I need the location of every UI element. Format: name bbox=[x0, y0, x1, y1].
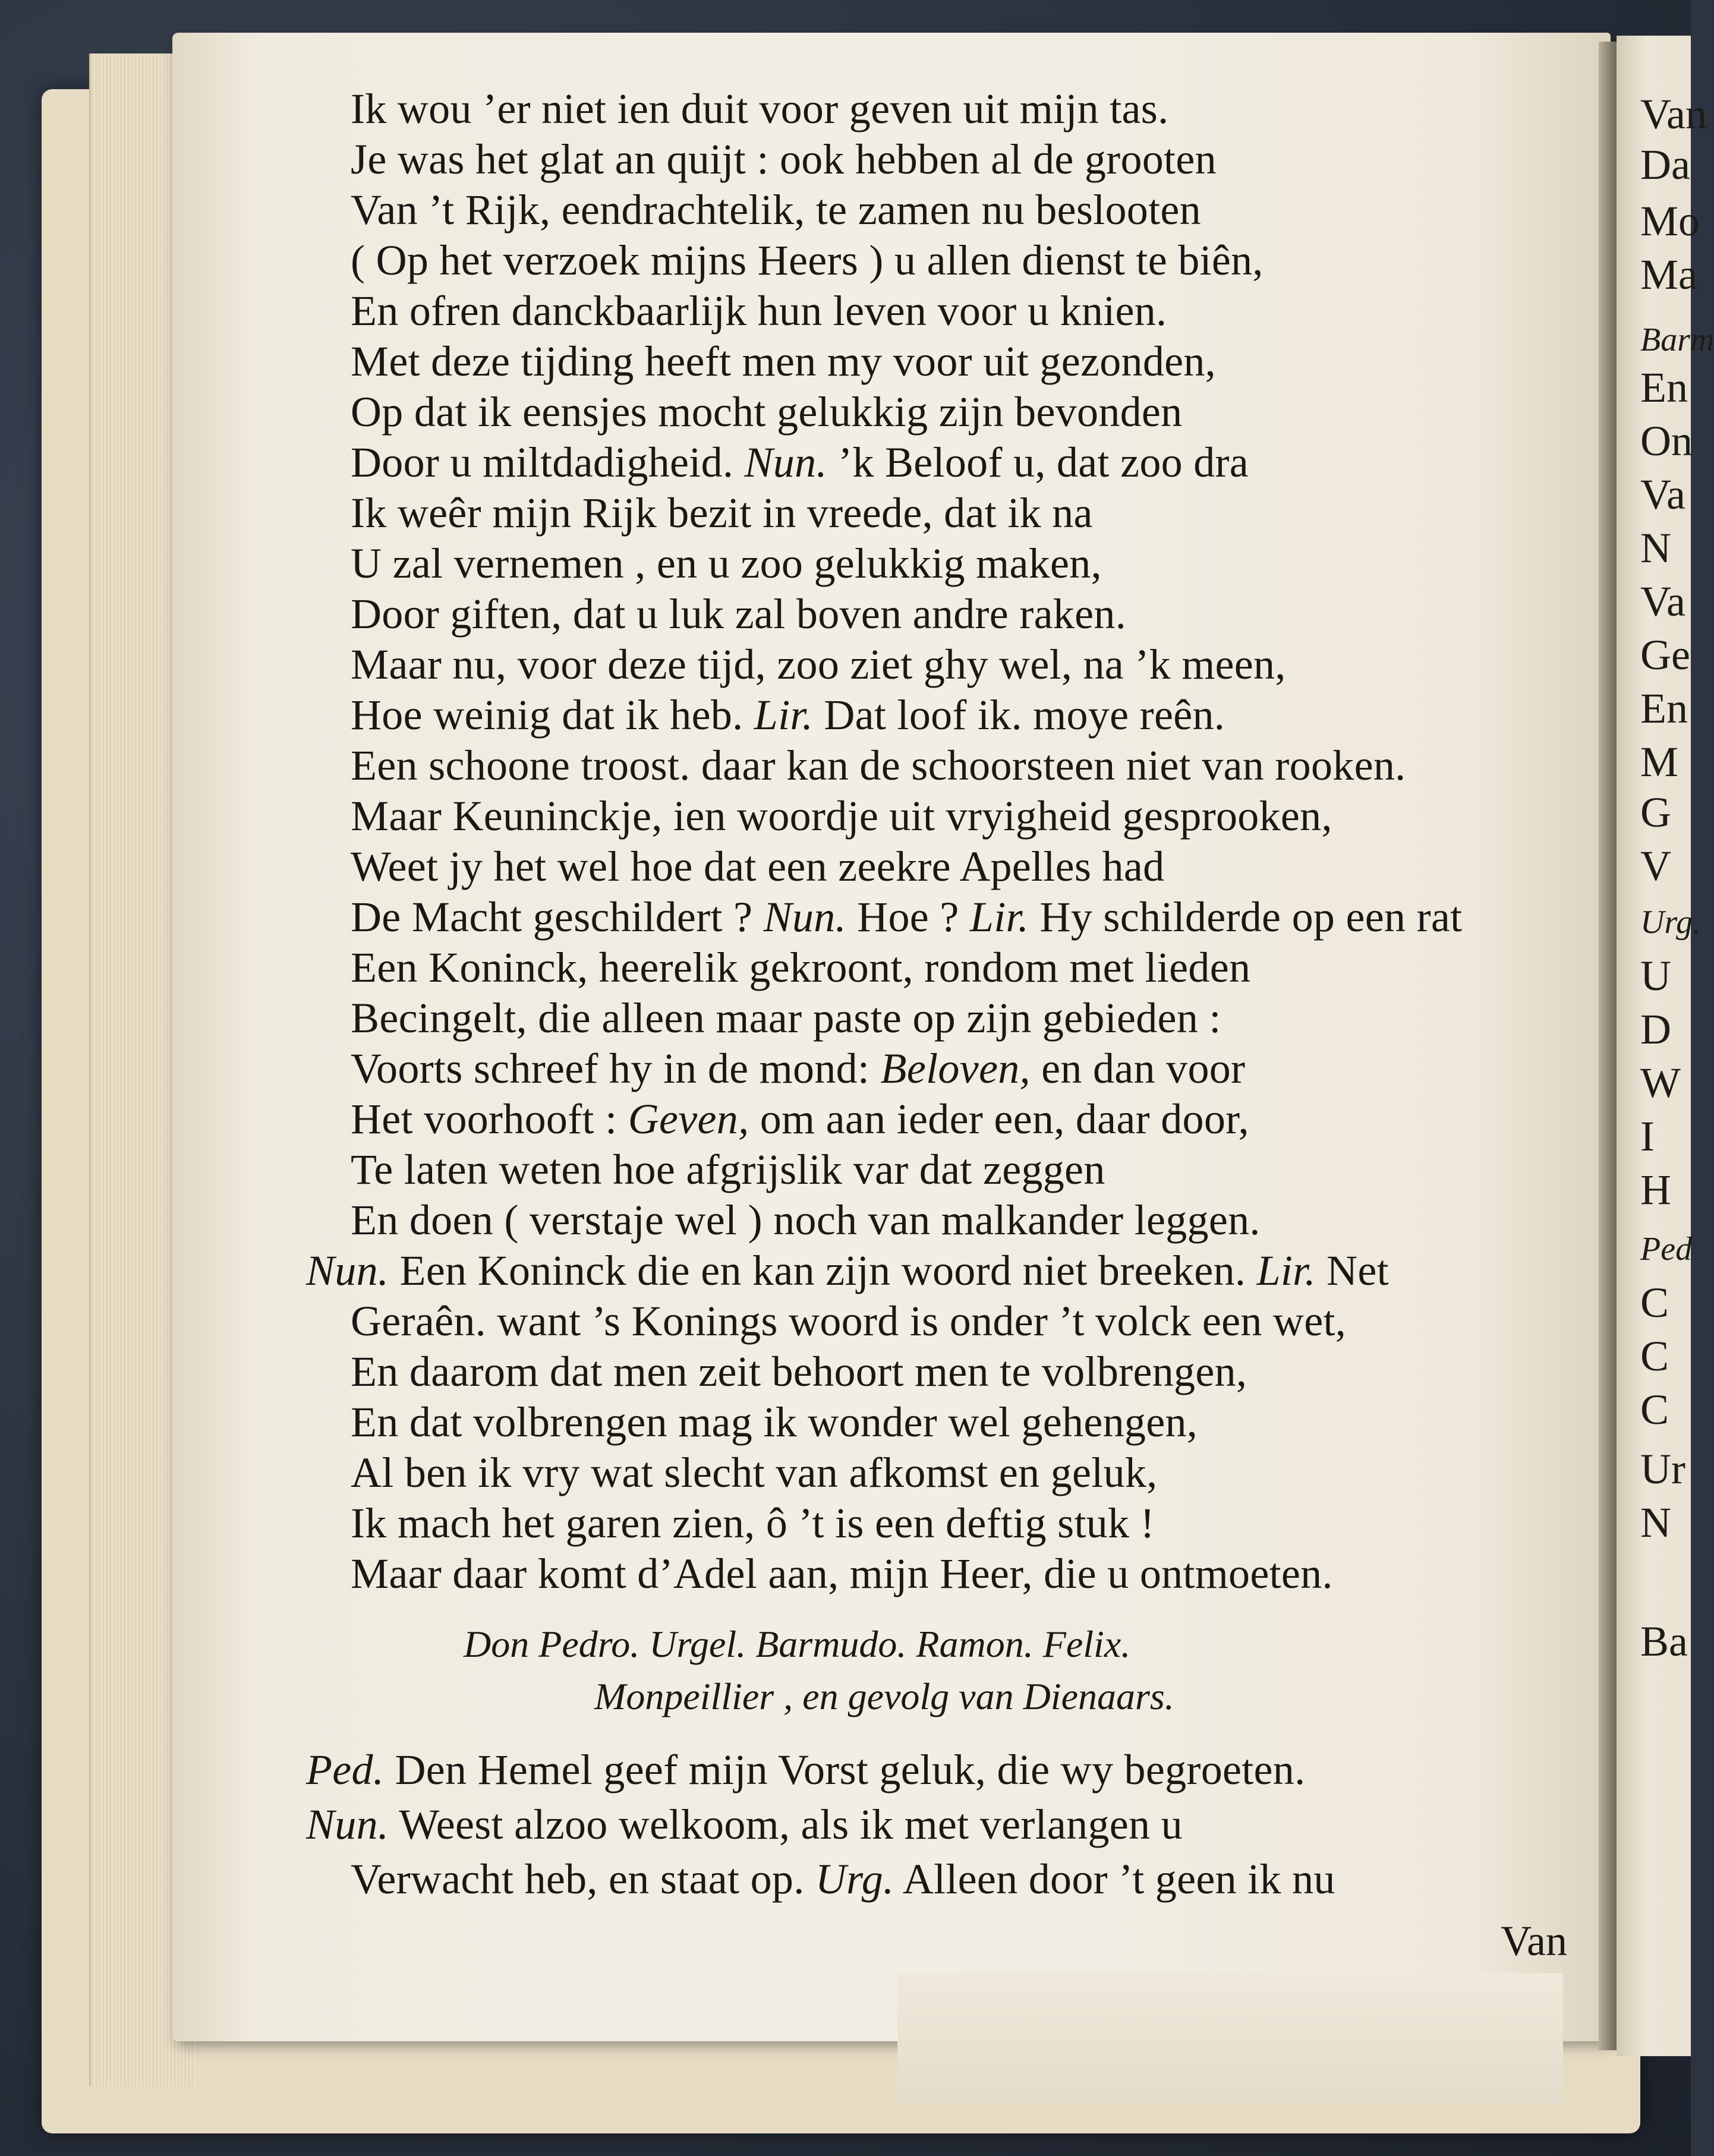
facing-page-fragment: En bbox=[1640, 364, 1688, 411]
verse-text: Door u miltdadigheid. bbox=[351, 439, 734, 486]
verse-text: Een Koninck, heerelik gekroont, rondom met lieden bbox=[351, 944, 1251, 991]
verse-text: Maar Keuninckje, ien woordje uit vryigheid gesprooken, bbox=[351, 792, 1332, 840]
verse-line bbox=[351, 235, 1264, 286]
facing-page-fragment: W bbox=[1640, 1059, 1681, 1107]
facing-page-fragment: En bbox=[1640, 685, 1688, 732]
verse-line bbox=[351, 841, 1164, 892]
verse-text: Door giften, dat u luk zal boven andre raken. bbox=[351, 590, 1127, 638]
verse-line bbox=[351, 1144, 1105, 1195]
facing-page-fragment: Ge bbox=[1640, 631, 1690, 679]
verse-line bbox=[351, 992, 1221, 1044]
verse-text: Weet jy het wel hoe dat een zeekre Apelles had bbox=[351, 843, 1165, 890]
verse-text: Dat loof ik. moye reên. bbox=[824, 691, 1225, 739]
verse-text: Hoe weinig dat ik heb. bbox=[351, 691, 743, 739]
verse-line bbox=[351, 184, 1201, 235]
speaker-label: Lir. bbox=[969, 893, 1029, 941]
verse-text: Geraên. want ’s Konings woord is onder ’t volck een wet, bbox=[351, 1297, 1347, 1345]
facing-page-fragment: Va bbox=[1640, 471, 1685, 518]
verse-text: Ik weêr mijn Rijk bezit in vreede, dat ik na bbox=[351, 489, 1093, 537]
speaker-label: Nun. bbox=[763, 893, 846, 941]
verse-line bbox=[351, 386, 1182, 437]
verse-line bbox=[351, 437, 1249, 488]
italic-word: Beloven, bbox=[880, 1045, 1031, 1092]
verse-text: En ofren danckbaarlijk hun leven voor u knien. bbox=[351, 287, 1167, 335]
facing-page-fragment: U bbox=[1640, 952, 1671, 1000]
facing-page-fragment: Ma bbox=[1640, 251, 1697, 298]
verse-text: En doen ( verstaje wel ) noch van malkander leggen. bbox=[351, 1196, 1261, 1244]
facing-page-fragment: Ur bbox=[1640, 1445, 1685, 1493]
verse-line bbox=[351, 1854, 1335, 1905]
verse-text: Met deze tijding heeft men my voor uit gezonden, bbox=[351, 338, 1216, 385]
facing-page-fragment: Mo bbox=[1640, 197, 1700, 245]
verse-line bbox=[351, 588, 1126, 639]
facing-page-fragment: N bbox=[1640, 1499, 1671, 1546]
facing-page-fragment: V bbox=[1640, 842, 1671, 890]
verse-text: Net bbox=[1327, 1247, 1389, 1294]
facing-page-fragment: On bbox=[1640, 417, 1693, 465]
verse-text: Je was het glat an quijt : ook hebben al de grooten bbox=[351, 135, 1217, 183]
verse-text: Alleen door ’t geen ik nu bbox=[902, 1855, 1335, 1903]
verse-text: Maar daar komt d’Adel aan, mijn Heer, die u ontmoeten. bbox=[351, 1550, 1333, 1597]
verse-line bbox=[351, 1194, 1261, 1246]
verse-text: En dat volbrengen mag ik wonder wel gehengen, bbox=[351, 1398, 1198, 1446]
facing-page-fragment: D bbox=[1640, 1005, 1671, 1053]
verse-line bbox=[351, 891, 1462, 943]
verse-text: Voorts schreef hy in de mond: bbox=[351, 1045, 870, 1092]
verse-line bbox=[306, 1799, 1183, 1850]
facing-page-fragment: Ped bbox=[1640, 1231, 1693, 1268]
verse-text: U zal vernemen , en u zoo gelukkig maken, bbox=[351, 540, 1102, 587]
verse-line bbox=[351, 1043, 1245, 1094]
facing-page-fragment: G bbox=[1640, 789, 1671, 836]
verse-line bbox=[351, 689, 1225, 740]
verse-line bbox=[351, 285, 1167, 336]
verse-line bbox=[351, 1093, 1249, 1145]
verse-line bbox=[351, 83, 1168, 134]
verse-line bbox=[351, 740, 1406, 791]
verse-line bbox=[351, 1498, 1155, 1549]
verse-text: Te laten weten hoe afgrijslik var dat zeggen bbox=[351, 1146, 1105, 1193]
speaker-label: Nun. bbox=[306, 1801, 389, 1848]
facing-page-fragment: C bbox=[1640, 1279, 1669, 1326]
verse-text: En daarom dat men zeit behoort men te volbrengen, bbox=[351, 1348, 1247, 1395]
verse-line bbox=[351, 1296, 1346, 1347]
verse-text: Op dat ik eensjes mocht gelukkig zijn bevonden bbox=[351, 388, 1183, 436]
facing-page-fragment: M bbox=[1640, 738, 1679, 786]
facing-page-fragment: C bbox=[1640, 1332, 1669, 1380]
verse-text: om aan ieder een, daar door, bbox=[760, 1095, 1249, 1143]
verse-line bbox=[351, 1397, 1198, 1448]
verse-line bbox=[351, 1548, 1333, 1599]
facing-page-fragment: Ba bbox=[1640, 1618, 1688, 1665]
verse-line bbox=[351, 1447, 1157, 1498]
verse-line bbox=[351, 487, 1093, 538]
facing-page-fragment: Va bbox=[1640, 578, 1685, 625]
verse-text: Van ’t Rijk, eendrachtelik, te zamen nu beslooten bbox=[351, 186, 1201, 234]
verse-line bbox=[351, 1346, 1247, 1397]
verse-text: Weest alzoo welkoom, als ik met verlangen u bbox=[399, 1801, 1183, 1848]
speaker-label: Ped. bbox=[306, 1746, 385, 1793]
catchword: Van bbox=[1501, 1917, 1567, 1965]
verse-text: Ik mach het garen zien, ô ’t is een deftig stuk ! bbox=[351, 1499, 1155, 1547]
verse-text: Ik wou ’er niet ien duit voor geven uit mijn tas. bbox=[351, 85, 1169, 133]
verse-text: Een Koninck die en kan zijn woord niet breeken. bbox=[399, 1247, 1246, 1294]
verse-line bbox=[351, 639, 1286, 690]
verse-line bbox=[351, 134, 1217, 185]
verse-text: en dan voor bbox=[1041, 1045, 1246, 1092]
stage-direction-1: Don Pedro. Urgel. Barmudo. Ramon. Felix. bbox=[464, 1623, 1131, 1665]
italic-word: Geven, bbox=[628, 1095, 749, 1143]
facing-page-fragment: Van bbox=[1640, 90, 1707, 138]
verse-text: Het voorhooft : bbox=[351, 1095, 617, 1143]
speaker-label: Lir. bbox=[1256, 1247, 1316, 1294]
speaker-label: Lir. bbox=[754, 691, 814, 739]
facing-page-fragment: C bbox=[1640, 1386, 1669, 1433]
facing-page-fragment: Barm bbox=[1640, 321, 1714, 358]
facing-page-fragment: H bbox=[1640, 1166, 1671, 1213]
verse-text: Al ben ik vry wat slecht van afkomst en geluk, bbox=[351, 1449, 1158, 1496]
speaker-label: Urg. bbox=[815, 1855, 894, 1903]
verse-line bbox=[351, 538, 1102, 589]
verse-line bbox=[306, 1245, 1389, 1296]
verse-text: Verwacht heb, en staat op. bbox=[351, 1855, 805, 1903]
verse-text: Den Hemel geef mijn Vorst geluk, die wy begroeten. bbox=[395, 1746, 1306, 1793]
verse-text: Hy schilderde op een rat bbox=[1039, 893, 1463, 941]
facing-page-fragment: I bbox=[1640, 1112, 1655, 1160]
verse-text: Een schoone troost. daar kan de schoorsteen niet van rooken. bbox=[351, 742, 1406, 789]
facing-page-fragment: Da bbox=[1640, 141, 1690, 188]
facing-page-fragment: N bbox=[1640, 524, 1671, 572]
verse-text: Maar nu, voor deze tijd, zoo ziet ghy wel, na ’k meen, bbox=[351, 641, 1286, 688]
speaker-label: Nun. bbox=[744, 439, 827, 486]
verse-text: ( Op het verzoek mijns Heers ) u allen dienst te biên, bbox=[351, 237, 1264, 284]
verse-text: Hoe ? bbox=[857, 893, 959, 941]
verse-line bbox=[306, 1744, 1305, 1795]
verse-line bbox=[351, 942, 1250, 993]
verse-text: Becingelt, die alleen maar paste op zijn gebieden : bbox=[351, 994, 1221, 1042]
verse-text: De Macht geschildert ? bbox=[351, 893, 753, 941]
stage-direction-2: Monpeillier , en gevolg van Dienaars. bbox=[594, 1675, 1174, 1717]
speaker-label: Nun. bbox=[306, 1247, 389, 1294]
verse-line bbox=[351, 790, 1332, 841]
facing-page-fragment: Urg. bbox=[1640, 904, 1702, 941]
verse-line bbox=[351, 336, 1216, 387]
verse-text: ’k Beloof u, dat zoo dra bbox=[838, 439, 1249, 486]
